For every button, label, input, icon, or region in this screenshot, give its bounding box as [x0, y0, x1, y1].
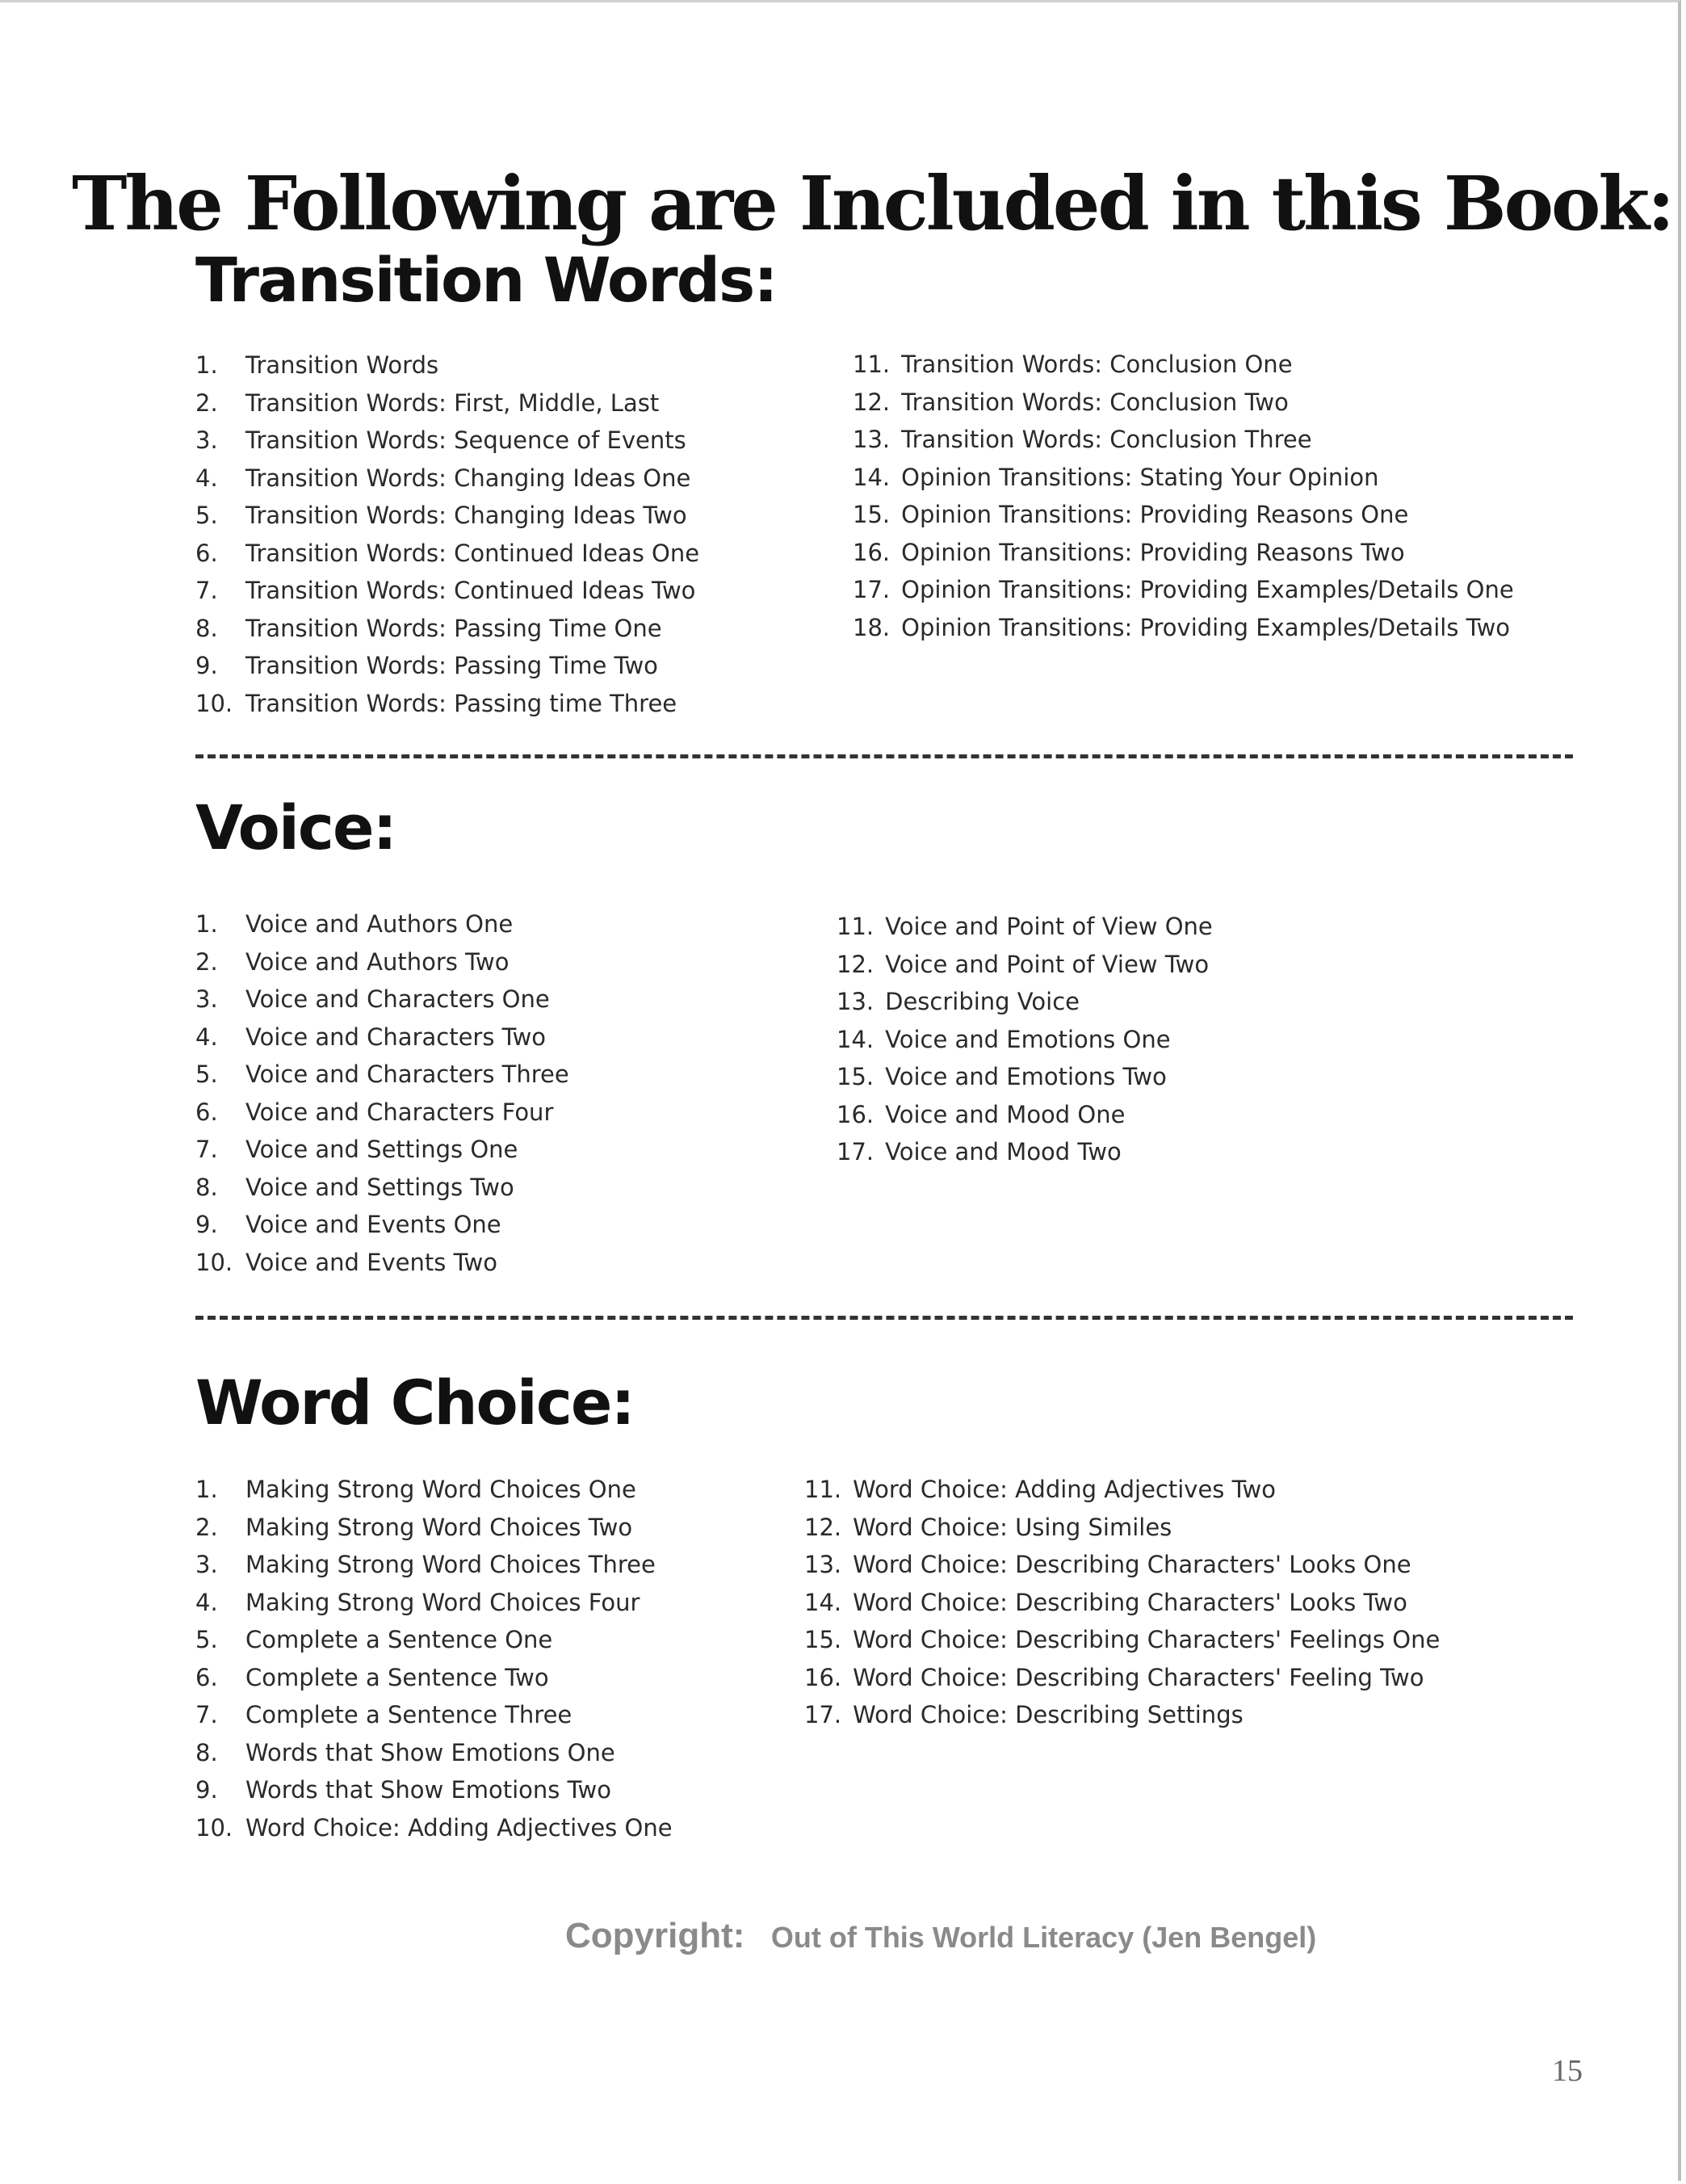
list-item-text: Voice and Point of View Two	[885, 950, 1210, 978]
list-item	[853, 459, 1514, 497]
list-item-number: 2.	[195, 1513, 218, 1541]
list-item-number: 7.	[195, 1136, 218, 1163]
list-item	[195, 1056, 569, 1094]
list-item	[853, 609, 1514, 647]
list-item	[804, 1471, 1440, 1509]
list-item-text: Transition Words: Changing Ideas One	[245, 464, 691, 492]
list-item-text: Voice and Characters Two	[245, 1023, 547, 1051]
list-item-number: 12.	[804, 1513, 842, 1541]
list-item	[804, 1509, 1440, 1547]
list-item-text: Making Strong Word Choices One	[245, 1476, 636, 1503]
list-item-text: Voice and Settings One	[245, 1136, 518, 1163]
list-item	[853, 496, 1514, 534]
list-item-text: Describing Voice	[885, 988, 1080, 1015]
list-item	[195, 905, 569, 943]
list-item-number: 7.	[195, 1701, 218, 1728]
word-choice-list-right	[804, 1471, 1440, 1734]
list-item-number: 16.	[837, 1100, 874, 1128]
list-item-text: Transition Words: Conclusion Two	[901, 388, 1289, 416]
section-divider	[195, 1316, 1573, 1320]
list-item	[195, 1471, 673, 1509]
list-item-text: Voice and Settings Two	[245, 1173, 514, 1201]
list-item-text: Transition Words: Conclusion One	[901, 351, 1293, 378]
list-item-number: 6.	[195, 539, 218, 567]
list-item-text: Word Choice: Using Similes	[853, 1513, 1172, 1541]
list-item	[853, 534, 1514, 572]
list-item-text: Transition Words	[245, 351, 439, 379]
list-item	[195, 1546, 673, 1584]
list-item-number: 3.	[195, 985, 218, 1013]
list-item-text: Word Choice: Adding Adjectives One	[245, 1813, 673, 1842]
list-item-number: 15.	[853, 501, 891, 528]
list-item-text: Voice and Emotions One	[885, 1025, 1171, 1053]
list-item-number: 14.	[853, 463, 891, 491]
list-item-text: Word Choice: Describing Characters' Looks One	[853, 1551, 1411, 1578]
list-item	[195, 572, 699, 610]
list-item-text: Voice and Emotions Two	[885, 1063, 1167, 1090]
list-item-text: Transition Words: Continued Ideas One	[245, 539, 700, 567]
list-item	[804, 1546, 1440, 1584]
list-item-number: 17.	[804, 1701, 842, 1728]
list-item-number: 1.	[195, 910, 218, 938]
list-item	[195, 460, 699, 498]
list-item-number: 10.	[195, 689, 233, 717]
list-item	[804, 1696, 1440, 1734]
list-item	[195, 497, 699, 535]
list-item	[804, 1584, 1440, 1622]
list-item	[195, 1809, 673, 1847]
list-item-text: Voice and Authors One	[245, 910, 514, 938]
list-item-number: 1.	[195, 351, 218, 379]
list-item-number: 12.	[853, 388, 891, 416]
list-item-text: Voice and Authors Two	[245, 947, 510, 976]
list-item	[804, 1659, 1440, 1697]
list-item	[837, 908, 1213, 946]
list-item	[837, 1058, 1213, 1096]
list-item	[195, 1621, 673, 1659]
list-item-number: 15.	[837, 1063, 874, 1090]
list-item-number: 8.	[195, 1173, 218, 1201]
list-item	[195, 1244, 569, 1282]
list-item-text: Opinion Transitions: Providing Reasons Two	[901, 538, 1405, 566]
list-item-number: 13.	[804, 1551, 842, 1578]
list-item-text: Voice and Point of View One	[885, 913, 1213, 940]
list-item	[195, 610, 699, 648]
list-item-text: Voice and Characters Three	[245, 1060, 569, 1088]
list-item	[195, 981, 569, 1018]
list-item-number: 8.	[195, 1738, 218, 1766]
list-item-number: 9.	[195, 1211, 218, 1238]
list-item-number: 4.	[195, 464, 218, 492]
list-item-text: Making Strong Word Choices Three	[245, 1551, 656, 1578]
list-item	[837, 1021, 1213, 1059]
copyright-notice	[565, 1916, 1316, 1956]
list-item-number: 5.	[195, 1626, 218, 1653]
list-item-number: 18.	[853, 613, 891, 641]
list-item-text: Transition Words: Sequence of Events	[245, 426, 686, 454]
list-item-number: 7.	[195, 577, 218, 604]
list-item-text: Word Choice: Describing Characters' Looks Two	[853, 1588, 1407, 1616]
list-item-number: 10.	[195, 1813, 233, 1842]
list-item-text: Voice and Mood Two	[885, 1138, 1122, 1166]
list-item-text: Words that Show Emotions Two	[245, 1776, 612, 1804]
list-item	[853, 421, 1514, 459]
list-item-number: 13.	[837, 988, 874, 1015]
list-item-number: 15.	[804, 1626, 842, 1653]
list-item-text: Voice and Mood One	[885, 1100, 1126, 1128]
list-item-text: Opinion Transitions: Providing Reasons One	[901, 501, 1409, 528]
list-item	[195, 1018, 569, 1056]
list-item-text: Words that Show Emotions One	[245, 1738, 615, 1766]
list-item-number: 9.	[195, 652, 218, 679]
list-item	[195, 535, 699, 573]
list-item-number: 11.	[853, 351, 891, 378]
list-item	[195, 1206, 569, 1244]
list-item-text: Word Choice: Describing Characters' Feeling Two	[853, 1663, 1424, 1691]
list-item-number: 10.	[195, 1248, 233, 1276]
list-item	[195, 1771, 673, 1809]
list-item	[195, 1131, 569, 1169]
list-item-number: 13.	[853, 426, 891, 453]
list-item-text: Making Strong Word Choices Four	[245, 1588, 640, 1616]
list-item-text: Transition Words: Passing time Three	[245, 689, 677, 717]
list-item-text: Voice and Characters One	[245, 985, 550, 1013]
list-item-text: Transition Words: Passing Time One	[245, 614, 662, 642]
list-item-number: 17.	[837, 1138, 874, 1166]
list-item-text: Making Strong Word Choices Two	[245, 1513, 633, 1541]
list-item-number: 14.	[837, 1025, 874, 1053]
list-item-number: 2.	[195, 388, 218, 417]
list-item-number: 5.	[195, 1060, 218, 1088]
list-item	[804, 1621, 1440, 1659]
list-item-text: Voice and Events Two	[245, 1248, 497, 1276]
list-item	[837, 946, 1213, 984]
copyright-label: Copyright:	[565, 1916, 745, 1955]
list-item-text: Transition Words: First, Middle, Last	[245, 388, 660, 417]
page-number: 15	[1552, 2054, 1583, 2088]
list-item-number: 3.	[195, 1551, 218, 1578]
list-item-text: Complete a Sentence Three	[245, 1701, 572, 1728]
list-item-number: 14.	[804, 1588, 842, 1616]
list-item-number: 5.	[195, 502, 218, 529]
list-item-number: 16.	[853, 538, 891, 566]
list-item-number: 2.	[195, 947, 218, 976]
list-item	[195, 1696, 673, 1734]
list-item-text: Word Choice: Describing Characters' Feelings One	[853, 1626, 1441, 1653]
list-item	[853, 384, 1514, 422]
list-item	[853, 571, 1514, 609]
section-heading-transition-words: Transition Words:	[195, 244, 777, 316]
list-item	[195, 943, 569, 981]
list-item-text: Voice and Characters Four	[245, 1098, 554, 1126]
list-item-text: Complete a Sentence One	[245, 1626, 553, 1653]
list-item-text: Transition Words: Continued Ideas Two	[245, 577, 696, 604]
list-item-text: Transition Words: Conclusion Three	[901, 426, 1312, 453]
list-item-text: Complete a Sentence Two	[245, 1663, 549, 1691]
list-item	[195, 346, 699, 384]
list-item-number: 6.	[195, 1663, 218, 1691]
list-item-text: Word Choice: Adding Adjectives Two	[853, 1476, 1277, 1503]
list-item	[837, 1096, 1213, 1134]
list-item	[195, 1094, 569, 1132]
list-item-text: Word Choice: Describing Settings	[853, 1701, 1244, 1728]
list-item-number: 12.	[837, 950, 874, 978]
list-item	[195, 685, 699, 723]
list-item	[837, 983, 1213, 1021]
list-item	[195, 647, 699, 685]
list-item-text: Opinion Transitions: Stating Your Opinion	[901, 463, 1379, 491]
section-heading-voice: Voice:	[195, 792, 396, 863]
list-item-number: 17.	[853, 576, 891, 603]
voice-list-left	[195, 905, 569, 1281]
list-item-number: 11.	[804, 1476, 842, 1503]
list-item-number: 1.	[195, 1476, 218, 1503]
list-item	[195, 1509, 673, 1547]
page-title: The Following are Included in this Book:	[71, 159, 1673, 247]
section-heading-word-choice: Word Choice:	[195, 1367, 634, 1438]
list-item-number: 4.	[195, 1588, 218, 1616]
list-item	[195, 1734, 673, 1772]
list-item-number: 11.	[837, 913, 874, 940]
list-item-text: Opinion Transitions: Providing Examples/Details Two	[901, 613, 1511, 641]
list-item	[195, 1169, 569, 1207]
list-item-number: 8.	[195, 614, 218, 642]
list-item-text: Opinion Transitions: Providing Examples/Details One	[901, 576, 1514, 603]
list-item	[195, 422, 699, 460]
list-item-text: Transition Words: Changing Ideas Two	[245, 502, 687, 529]
list-item	[837, 1133, 1213, 1171]
list-item-number: 9.	[195, 1776, 218, 1804]
list-item-number: 6.	[195, 1098, 218, 1126]
copyright-owner: Out of This World Literacy (Jen Bengel)	[770, 1921, 1317, 1954]
transition-words-list-right	[853, 346, 1514, 646]
transition-words-list-left	[195, 346, 699, 722]
list-item	[195, 1584, 673, 1622]
list-item	[195, 1659, 673, 1697]
voice-list-right	[837, 908, 1213, 1171]
list-item-number: 4.	[195, 1023, 218, 1051]
list-item-number: 3.	[195, 426, 218, 454]
list-item	[195, 384, 699, 422]
list-item-text: Voice and Events One	[245, 1211, 501, 1238]
word-choice-list-left	[195, 1471, 673, 1846]
section-divider	[195, 754, 1573, 758]
list-item-number: 16.	[804, 1663, 842, 1691]
list-item	[853, 346, 1514, 384]
list-item-text: Transition Words: Passing Time Two	[245, 652, 658, 679]
